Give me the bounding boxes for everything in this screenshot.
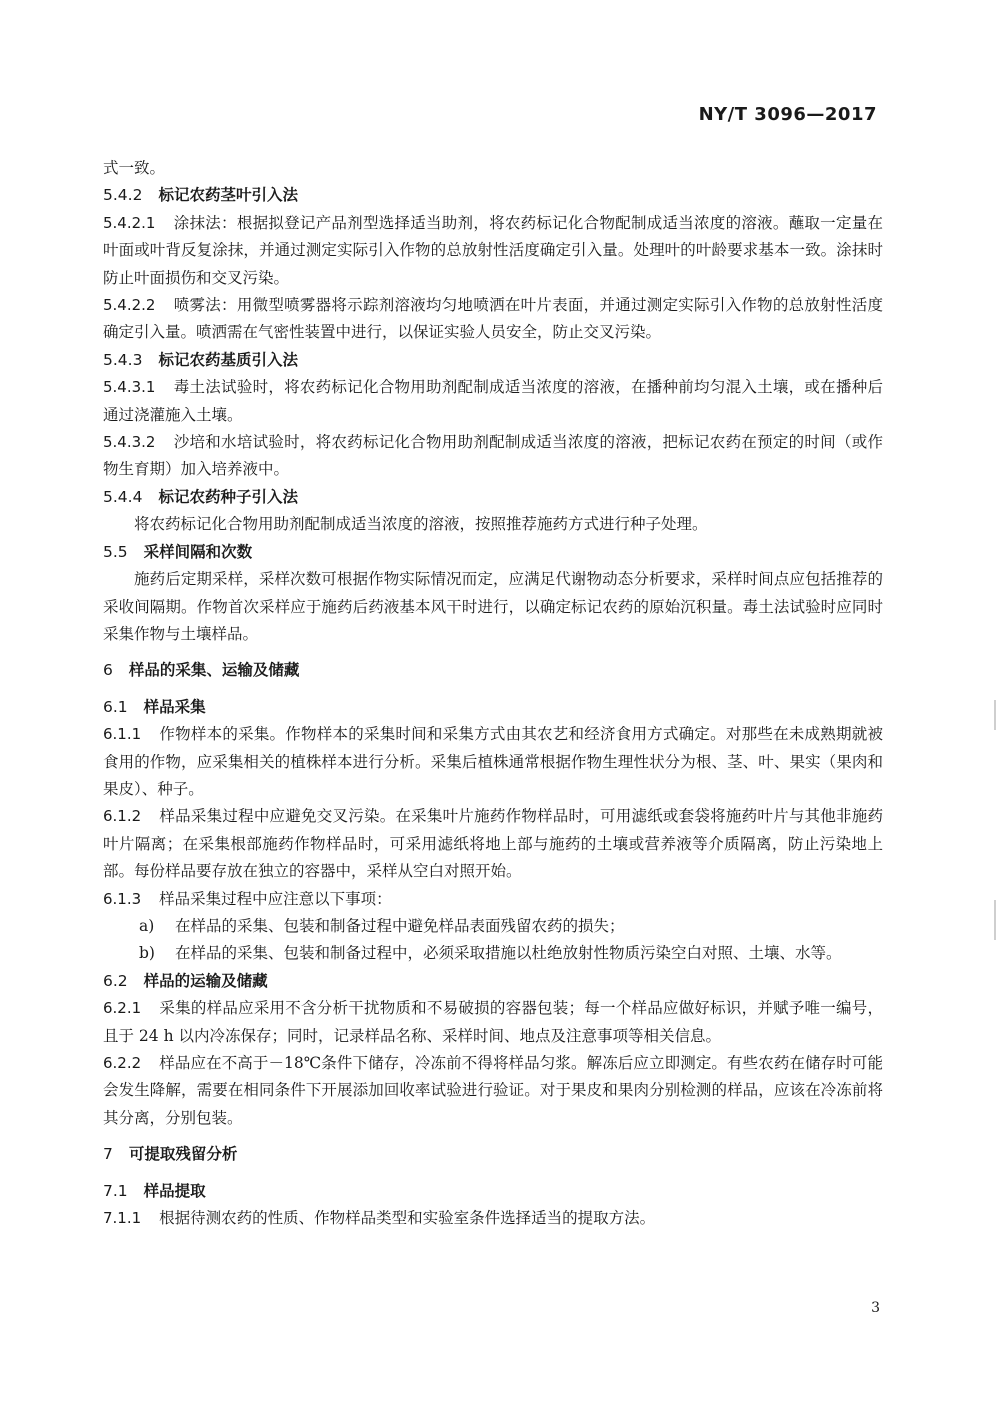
- heading-6: 6 样品的采集、运输及储藏: [103, 661, 300, 680]
- heading-7-1: 7.1 样品提取: [103, 1181, 206, 1200]
- heading-5-4-3: 5.4.3 标记农药基质引入法: [103, 350, 298, 369]
- list-item-a: a) 在样品的采集、包装和制备过程中避免样品表面残留农药的损失；: [139, 916, 625, 935]
- clause-7-1-1: 7.1.1 根据待测农药的性质、作物样品类型和实验室条件选择适当的提取方法。: [103, 1209, 656, 1228]
- heading-6-1: 6.1 样品采集: [103, 697, 206, 716]
- scan-artifact: [994, 900, 996, 940]
- list-item-b: b) 在样品的采集、包装和制备过程中，必须采取措施以杜绝放射性物质污染空白对照、土壤、水等。: [139, 944, 842, 963]
- clause-6-1-3: 6.1.3 样品采集过程中应注意以下事项：: [103, 889, 392, 908]
- clause-6-1-2: 6.1.2 样品采集过程中应避免交叉污染。在采集叶片施药作物样品时，可用滤纸或套袋将施药叶片与其他非施药叶片隔离；在采集根部施药作物样品时，可采用滤纸将地上部与施药的土壤或营养液等介质隔离，防止污染地上部。每份样品要存放在独立的容器中，采样从空白对照开始。: [103, 807, 883, 881]
- clause-5-4-3-2: 5.4.3.2 沙培和水培试验时，将农药标记化合物用助剂配制成适当浓度的溶液，把标记农药在预定的时间（或作物生育期）加入培养液中。: [103, 433, 883, 479]
- document-body: [103, 155, 883, 1232]
- clause-5-4-2-2: 5.4.2.2 喷雾法：用微型喷雾器将示踪剂溶液均匀地喷洒在叶片表面，并通过测定实际引入作物的总放射性活度确定引入量。喷洒需在气密性装置中进行，以保证实验人员安全，防止交叉污染。: [103, 296, 883, 342]
- clause-6-1-1: 6.1.1 作物样本的采集。作物样本的采集时间和采集方式由其农艺和经济食用方式确定。对那些在未成熟期就被食用的作物，应采集相关的植株样本进行分析。采集后植株通常根据作物生理性状分为根、茎、叶、果实（果肉和果皮）、种子。: [103, 725, 883, 798]
- heading-5-5: 5.5 采样间隔和次数: [103, 542, 253, 561]
- standard-number: NY/T 3096—2017: [698, 104, 877, 125]
- heading-5-4-4: 5.4.4 标记农药种子引入法: [103, 487, 298, 506]
- clause-6-2-2: 6.2.2 样品应在不高于－18℃条件下储存，冷冻前不得将样品匀浆。解冻后应立即测定。有些农药在储存时可能会发生降解，需要在相同条件下开展添加回收率试验进行验证。对于果皮和果肉分别检测的样品，应该在冷冻前将其分离，分别包装。: [103, 1054, 883, 1127]
- clause-5-4-4-text: 将农药标记化合物用助剂配制成适当浓度的溶液，按照推荐施药方式进行种子处理。: [134, 515, 708, 534]
- scan-artifact: [994, 700, 996, 730]
- paragraph-continuation: 式一致。: [103, 159, 166, 177]
- clause-5-4-2-1: 5.4.2.1 涂抹法：根据拟登记产品剂型选择适当助剂，将农药标记化合物配制成适当浓度的溶液。蘸取一定量在叶面或叶背反复涂抹，并通过测定实际引入作物的总放射性活度确定引入量。处理叶的叶龄要求基本一致。涂抹时防止叶面损伤和交叉污染。: [103, 213, 883, 287]
- heading-7: 7 可提取残留分析: [103, 1145, 238, 1164]
- page-number: 3: [871, 1300, 880, 1316]
- clause-5-5-text: 施药后定期采样，采样次数可根据作物实际情况而定，应满足代谢物动态分析要求，采样时间点应包括推荐的采收间隔期。作物首次采样应于施药后药液基本风干时进行，以确定标记农药的原始沉积量。毒土法试验时应同时采集作物与土壤样品。: [103, 570, 883, 643]
- clause-6-2-1: 6.2.1 采集的样品应采用不含分析干扰物质和不易破损的容器包装；每一个样品应做好标识，并赋予唯一编号，且于 24 h 以内冷冻保存；同时，记录样品名称、采样时间、地点及注意事项等相关信息。: [103, 999, 883, 1045]
- heading-6-2: 6.2 样品的运输及储藏: [103, 971, 268, 990]
- heading-5-4-2: 5.4.2 标记农药茎叶引入法: [103, 186, 298, 205]
- clause-5-4-3-1: 5.4.3.1 毒土法试验时，将农药标记化合物用助剂配制成适当浓度的溶液，在播种前均匀混入土壤，或在播种后通过浇灌施入土壤。: [103, 378, 883, 424]
